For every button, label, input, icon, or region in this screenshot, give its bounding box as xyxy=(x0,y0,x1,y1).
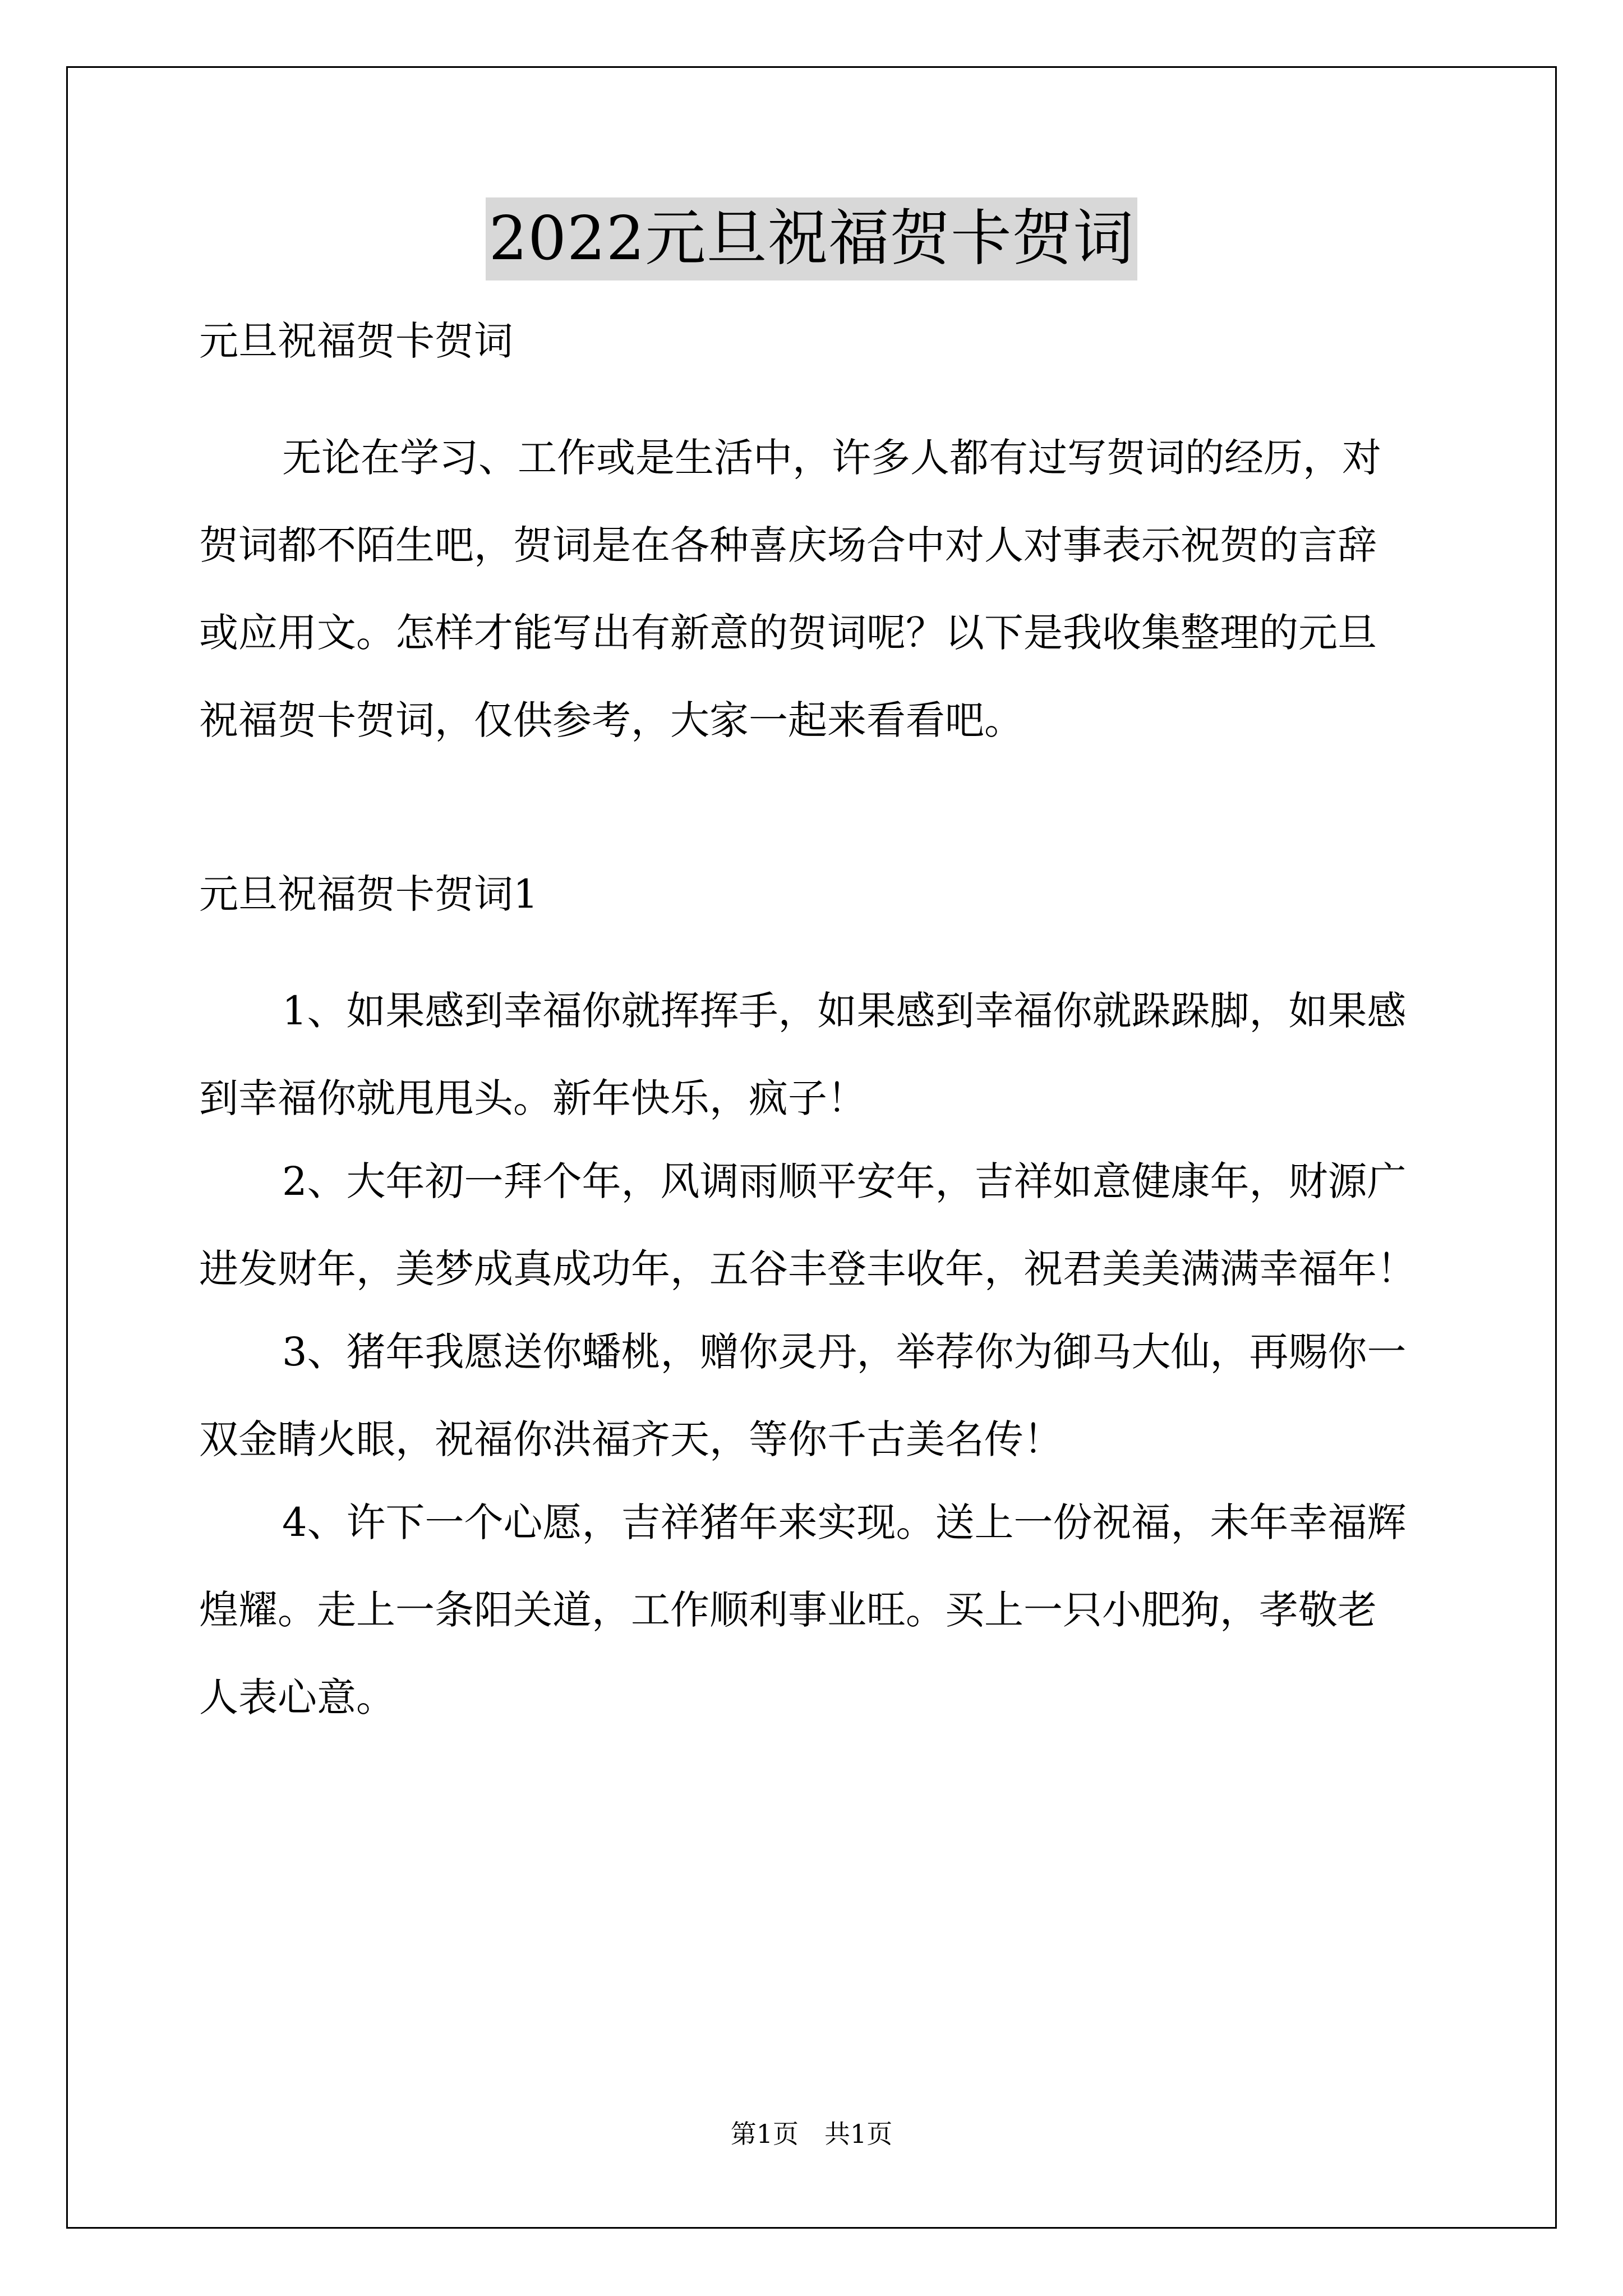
section-spacer xyxy=(199,776,1433,867)
greeting-line: 1、如果感到幸福你就挥挥手，如果感到幸福你就跺跺脚，如果感 xyxy=(282,988,1407,1034)
greeting-line: 进发财年，美梦成真成功年，五谷丰登丰收年，祝君美美满满幸福年！ xyxy=(199,1246,1416,1292)
title-container xyxy=(0,197,1623,280)
greeting-line: 4、许下一个心愿，吉祥猪年来实现。送上一份祝福，未年幸福辉 xyxy=(282,1499,1407,1545)
greeting-line: 3、猪年我愿送你蟠桃，赠你灵丹，举荐你为御马大仙，再赐你一 xyxy=(282,1329,1407,1375)
greeting-line: 人表心意。 xyxy=(199,1674,395,1720)
intro-paragraph xyxy=(199,431,1433,747)
greeting-line: 到幸福你就甩甩头。新年快乐，疯子！ xyxy=(199,1075,866,1121)
section-title: 元旦祝福贺卡贺词1 xyxy=(199,871,538,917)
intro-line: 无论在学习、工作或是生活中，许多人都有过写贺词的经历，对 xyxy=(282,435,1381,481)
greeting-line: 2、大年初一拜个年，风调雨顺平安年，吉祥如意健康年，财源广 xyxy=(282,1158,1407,1204)
greeting-line: 双金睛火眼，祝福你洪福齐天，等你千古美名传！ xyxy=(199,1416,1063,1462)
intro-line: 贺词都不陌生吧，贺词是在各种喜庆场合中对人对事表示祝贺的言辞 xyxy=(199,522,1377,568)
page-footer: 第1页 共1页 xyxy=(730,2119,893,2149)
greeting-item xyxy=(199,1496,1433,1724)
document-heading: 元旦祝福贺卡贺词 xyxy=(199,318,513,364)
greeting-item xyxy=(199,984,1433,1125)
greeting-line: 煌耀。走上一条阳关道，工作顺利事业旺。买上一只小肥狗，孝敬老 xyxy=(199,1587,1377,1633)
greeting-item xyxy=(199,1154,1433,1296)
intro-line: 祝福贺卡贺词，仅供参考，大家一起来看看吧。 xyxy=(199,697,1023,743)
greeting-item xyxy=(199,1325,1433,1466)
document-title: 2022元旦祝福贺卡贺词 xyxy=(486,197,1138,280)
intro-line: 或应用文。怎样才能写出有新意的贺词呢？以下是我收集整理的元旦 xyxy=(199,610,1377,656)
document-body xyxy=(199,314,1433,1754)
